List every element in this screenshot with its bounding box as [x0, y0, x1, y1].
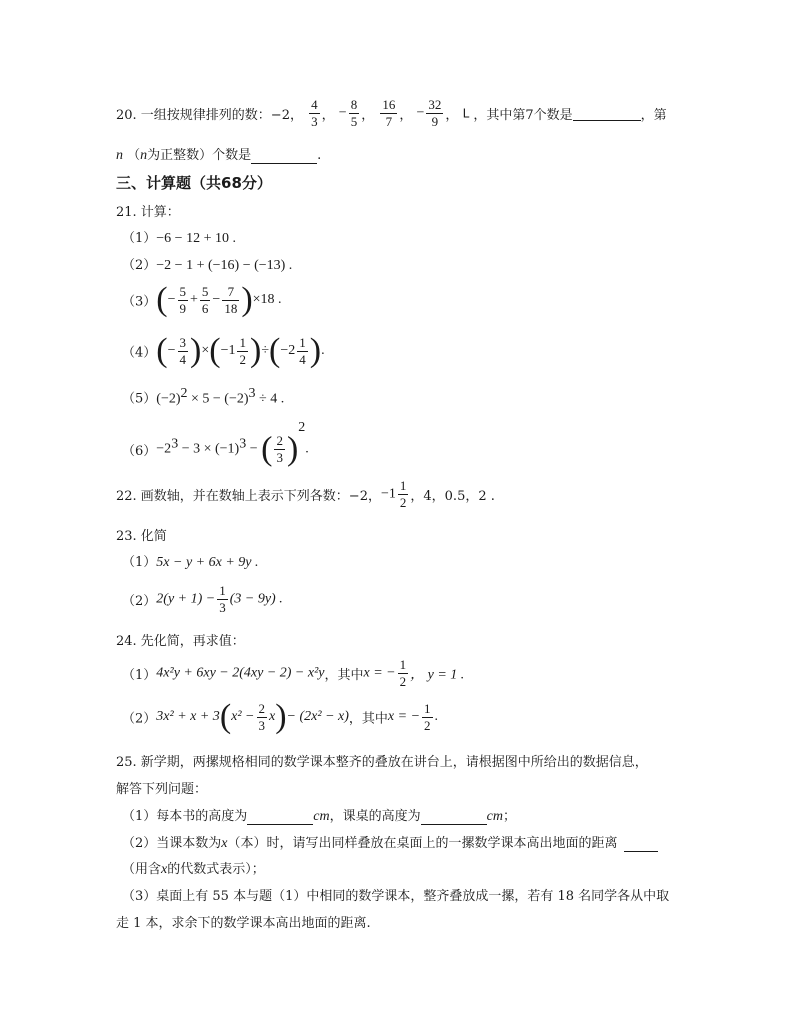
q24-p1-yeq: ， y = 1 .	[410, 667, 465, 683]
q25-part3	[122, 885, 669, 904]
q20-paren: （	[127, 148, 141, 163]
q25-p1-blank-2[interactable]	[421, 810, 487, 825]
q25-p1-a: （1）每本书的高度为	[122, 809, 248, 824]
q23-part2	[122, 583, 283, 616]
q20-end: .	[317, 148, 322, 163]
q25-line1: 25. 新学期，两摞规格相同的数学课本整齐的叠放在讲台上，请根据图中所给出的数据信息，	[116, 755, 648, 770]
q25-p2-x: x	[221, 836, 228, 851]
q21-p4-frac-a: $\frac{3}{4}$	[179, 334, 187, 367]
q21-p6-tail: .	[305, 441, 309, 457]
q23-p2-a: 2(y + 1) −	[156, 591, 216, 607]
section-title: 三、计算题（共68分）	[116, 174, 272, 192]
q21-p5-a: (−2)	[156, 391, 181, 407]
q20-n2: n	[140, 148, 148, 163]
q21-p5-c: ÷ 4 .	[255, 391, 285, 407]
q24-p2-inner-frac: $\frac{2}{3}$	[258, 700, 265, 733]
q21-p1-label: （1）	[122, 231, 157, 246]
q21-p5-exp-a: 2	[180, 386, 188, 401]
q25-p2-b: （本）时，请写出同样叠放在桌面上的一摞数学课本高出地面的距离	[227, 836, 618, 851]
q24-p1-expr: 4x²y + 6xy − 2(4xy − 2) − x²y	[156, 665, 325, 681]
q25-p3-a: （3）桌面上有 55 本与题（1）中相同的数学课本，整齐叠放成一摞，若有 18 名同学各从中取	[122, 889, 670, 904]
q20-fraction-3: $\frac{16}{7}$	[382, 97, 396, 129]
q21-p3-frac-b: $\frac{5}{6}$	[201, 283, 209, 316]
q21-p5-exp-b: 3	[248, 386, 256, 401]
q21-p6-label: （6）	[122, 444, 157, 459]
q21-p2-label: （2）	[122, 258, 157, 273]
q21-p4-a-sign: −	[167, 343, 176, 358]
q21-part2	[122, 254, 292, 274]
q21-p4-op1: ×	[201, 343, 210, 358]
q20-blank-1[interactable]	[573, 106, 641, 121]
q21-part4: （4）(− $\frac{3}{4}$ )×(−1 $\frac{1}{2}$ )÷(−2 $\frac{1}{4}$ ).	[122, 332, 325, 369]
q25-part2	[122, 832, 658, 852]
q21-p3-c-sign: −	[212, 292, 221, 307]
q25-part1	[122, 805, 516, 825]
q21-p4-c-whole: −2	[280, 343, 296, 358]
q23-p2-frac: $\frac{1}{3}$	[219, 583, 226, 615]
q25-p2b-a: （用含	[122, 862, 162, 877]
q21-p1-expr: −6 − 12 + 10 .	[156, 231, 236, 246]
q25-p1-b: ，课桌的高度为	[329, 809, 421, 824]
q21-p6-exp-b: 3	[239, 436, 247, 452]
q21-p3-label: （3）	[122, 294, 157, 310]
q20-desc: 为正整数）个数是	[147, 148, 252, 163]
q21-p4-op2: ÷	[261, 343, 269, 358]
q24-title: 24. 先化简，再求值：	[116, 634, 245, 649]
q25-part3b	[116, 912, 371, 931]
q24-p2-inner-b: x	[269, 709, 276, 724]
q21-p3-frac-a: $\frac{5}{9}$	[179, 283, 187, 316]
q20-fraction-4: $\frac{32}{9}$	[428, 97, 442, 129]
q21-part1	[122, 227, 236, 247]
q24-p2-inner-a: x² −	[231, 709, 255, 724]
q21-p5-label: （5）	[122, 391, 157, 407]
q20-fraction-1: $\frac{4}{3}$	[311, 97, 318, 129]
q20-f4-sign: −	[416, 105, 425, 121]
q22-tail: ，4，0.5，2 .	[410, 489, 495, 504]
q25-line2: 解答下列问题：	[116, 782, 208, 797]
q24-p2-a: 3x² + x + 3	[156, 709, 220, 724]
q25-p1-unit1: cm	[313, 809, 330, 824]
q21-p4-b-whole: −1	[220, 343, 236, 358]
q24-p2-label: （2）	[122, 711, 157, 727]
q24-p2-xeq: x = −	[387, 709, 421, 724]
q21-p6-b: − 3 × (−1)	[178, 441, 240, 457]
q24-p2-cond: ，其中	[348, 711, 388, 727]
q23-p1-expr: 5x − y + 6x + 9y .	[156, 555, 259, 570]
q21-p3-a-sign: −	[167, 292, 176, 307]
q24-part1	[122, 657, 464, 690]
q20-ellipsis: L	[462, 106, 470, 121]
q24-p1-label: （1）	[122, 668, 157, 683]
q21-title: 21. 计算：	[116, 205, 180, 220]
q23-p1-label: （1）	[122, 555, 157, 570]
q21-p3-b-sign: +	[190, 292, 198, 307]
q24-p1-xeq: x = −	[363, 665, 396, 681]
q21-p6-exp-a: 3	[171, 436, 179, 452]
q25-p2b-x: x	[161, 862, 168, 877]
q21-p6-exp-c: 2	[298, 420, 306, 435]
q25-p2-a: （2）当课本数为	[122, 836, 222, 851]
q21-part3: （3）(− $\frac{5}{9}$ + $\frac{5}{6}$ − $\frac{7}{18}$ )×18 .	[122, 281, 282, 318]
q21-p3-tail: ×18 .	[252, 292, 282, 307]
q21-p2-expr: −2 − 1 + (−16) − (−13) .	[156, 258, 293, 273]
q21-p4-frac-c: $\frac{1}{4}$	[299, 334, 306, 367]
q21-p4-tail: .	[321, 343, 325, 358]
q22-frac: $\frac{1}{2}$	[399, 478, 407, 510]
q21-p6-a: −2	[156, 441, 172, 457]
q20-lead: 20. 一组按规律排列的数：−2，	[116, 108, 303, 123]
q23-p2-b: (3 − 9y) .	[229, 591, 283, 607]
q20-mid: ，其中第7个数是	[473, 108, 573, 123]
q25-part2b	[122, 858, 265, 878]
q24-p2-b: − (2x² − x)	[286, 709, 349, 724]
q23-p2-label: （2）	[122, 594, 157, 609]
q25-p2-blank[interactable]	[624, 837, 658, 852]
q23-part1	[122, 551, 258, 571]
q22	[116, 478, 495, 511]
q22-lead: 22. 画数轴，并在数轴上表示下列各数：−2，	[116, 489, 381, 504]
q24-p2-frac: $\frac{1}{2}$	[424, 700, 431, 733]
q24-p1-frac: $\frac{1}{2}$	[399, 657, 407, 689]
q20-fraction-2: $\frac{8}{5}$	[350, 97, 358, 129]
q20-tail: ，第	[640, 108, 667, 123]
q25-p1-c: ；	[502, 809, 516, 824]
q23-title: 23. 化简	[116, 529, 167, 544]
q22-whole: −1	[380, 486, 396, 502]
q24-part2: （2）3x² + x + 3(x² − $\frac{2}{3}$ x)− (2x² − x)，其中x = − $\frac{1}{2}$ .	[122, 698, 439, 735]
q24-p1-cond: ，其中	[324, 668, 364, 683]
q21-p6-c: −	[246, 441, 262, 457]
q21-p4-label: （4）	[122, 345, 157, 361]
q20-f2-sign: −	[338, 105, 347, 121]
q21-p5-b: × 5 − (−2)	[187, 391, 249, 407]
q21-p3-frac-c: $\frac{7}{18}$	[224, 283, 238, 316]
q21-part5	[122, 386, 284, 407]
q24-p2-tail: .	[434, 709, 439, 724]
q25-p3b-a: 走 1 本，求余下的数学课本高出地面的距离.	[116, 916, 371, 931]
q20-blank-2[interactable]	[251, 149, 317, 164]
q21-p6-frac: $\frac{2}{3}$	[276, 433, 283, 465]
q20-line1: 20. 一组按规律排列的数：−2， $\frac{4}{3}$ ， − $\frac{8}{5}$ ， $\frac{16}{7}$ ， − $\frac{32}{9}$ ， L ，其中第7个数是 ，第	[116, 97, 667, 129]
q25-p1-unit2: cm	[486, 809, 503, 824]
q25-p2b-b: 的代数式表示）；	[167, 862, 265, 877]
q21-part6: $(6)-2^3 - 3 \times (-1)^3$ − ( $\frac{2}{3}$ )$^2$.	[122, 420, 309, 468]
q20-line2	[116, 144, 321, 164]
q21-p4-frac-b: $\frac{1}{2}$	[239, 334, 246, 367]
q20-n: n	[116, 148, 123, 163]
q25-p1-blank-1[interactable]	[247, 810, 313, 825]
